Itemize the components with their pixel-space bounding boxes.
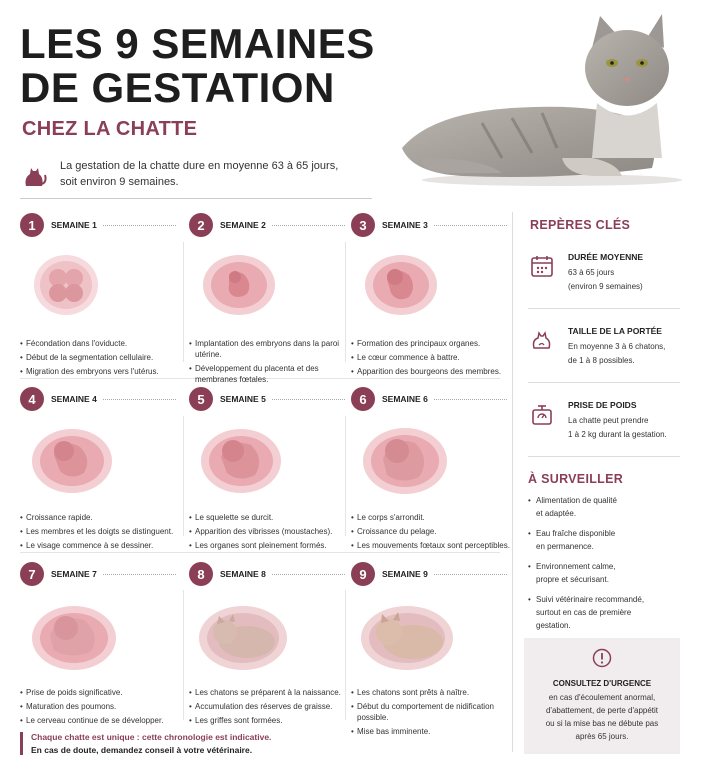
repere-text: 63 à 65 jours	[568, 268, 615, 277]
week-label: SEMAINE 7	[51, 569, 97, 579]
list-item: • Croissance rapide.	[20, 512, 180, 523]
list-item	[528, 527, 678, 553]
list-item-line: surtout en cas de première	[536, 608, 632, 617]
week-number-badge: 9	[351, 562, 375, 586]
list-item-line: gestation.	[536, 621, 571, 630]
list-item: • Les membres et les doigts se distinguent.	[20, 526, 180, 537]
week-label: SEMAINE 5	[220, 394, 266, 404]
footer-line-1: Chaque chatte est unique : cette chronologie est indicative.	[31, 732, 272, 742]
week-number-badge: 8	[189, 562, 213, 586]
list-item: • Les chatons sont prêts à naître.	[351, 687, 511, 698]
week-number-badge: 6	[351, 387, 375, 411]
week-number-badge: 5	[189, 387, 213, 411]
surveiller-title: À SURVEILLER	[528, 472, 624, 486]
list-item	[528, 494, 678, 520]
repere-text: La chatte peut prendre	[568, 416, 649, 425]
repere-text: 1 à 2 kg durant la gestation.	[568, 430, 667, 439]
divider	[183, 590, 184, 720]
list-item-line: • Suivi vétérinaire recommandé,	[536, 595, 645, 604]
list-item: • Le cerveau continue de se développer.	[20, 715, 180, 726]
dotted-line	[272, 399, 345, 400]
week-label: SEMAINE 6	[382, 394, 428, 404]
list-item: • Début de la segmentation cellulaire.	[20, 352, 180, 363]
week-number-badge: 4	[20, 387, 44, 411]
week-card	[351, 213, 511, 380]
list-item: • Le corps s'arrondit.	[351, 512, 511, 523]
list-item	[528, 593, 678, 632]
urgence-text: après 65 jours.	[575, 732, 629, 741]
kittens-icon	[530, 328, 554, 352]
embryo-illustration-icon	[20, 245, 140, 325]
page-title	[20, 22, 375, 110]
dotted-line	[103, 399, 176, 400]
alert-icon	[592, 648, 612, 668]
title-line-1: LES 9 SEMAINES	[20, 20, 375, 67]
dotted-line	[434, 399, 507, 400]
list-item-line: en permanence.	[536, 542, 594, 551]
week-number-badge: 7	[20, 562, 44, 586]
repere-title: DURÉE MOYENNE	[568, 252, 644, 262]
repere-item	[530, 326, 680, 368]
repere-text: de 1 à 8 possibles.	[568, 356, 635, 365]
intro-line-1: La gestation de la chatte dure en moyenne 63 à 65 jours,	[60, 160, 339, 172]
kitten-fetus-illustration-icon	[189, 594, 309, 674]
kitten-fetus-illustration-icon	[351, 594, 471, 674]
list-item: • Début du comportement de nidification possible.	[351, 701, 511, 723]
list-item: • Implantation des embryons dans la paroi utérine.	[189, 338, 349, 360]
week-card	[189, 562, 349, 729]
list-item-line: • Eau fraîche disponible	[536, 529, 616, 538]
footer-line-2: En cas de doute, demandez conseil à votre vétérinaire.	[31, 745, 253, 755]
week-label: SEMAINE 3	[382, 220, 428, 230]
week-label: SEMAINE 9	[382, 569, 428, 579]
list-item: • Le cœur commence à battre.	[351, 352, 511, 363]
dotted-line	[434, 574, 507, 575]
list-item: • Les chatons se préparent à la naissance.	[189, 687, 349, 698]
sidebar-divider	[512, 212, 513, 752]
embryo-illustration-icon	[20, 594, 140, 674]
urgence-text: d'abattement, de perte d'appétit	[545, 706, 659, 715]
list-item: • Croissance du pelage.	[351, 526, 511, 537]
week-label: SEMAINE 8	[220, 569, 266, 579]
week-label: SEMAINE 4	[51, 394, 97, 404]
list-item-line: propre et sécurisant.	[536, 575, 609, 584]
dotted-line	[103, 574, 176, 575]
list-item: • Migration des embryons vers l'utérus.	[20, 366, 180, 377]
intro-line-2: soit environ 9 semaines.	[60, 176, 179, 188]
urgence-text: ou si la mise bas ne débute pas	[545, 719, 659, 728]
week-number-badge: 2	[189, 213, 213, 237]
list-item-line: • Alimentation de qualité	[536, 496, 617, 505]
list-item: • Formation des principaux organes.	[351, 338, 511, 349]
footer-note	[20, 732, 271, 755]
list-item: • Les mouvements fœtaux sont perceptibles.	[351, 540, 511, 551]
week-number-badge: 1	[20, 213, 44, 237]
title-line-2: DE GESTATION	[20, 64, 335, 111]
list-item: • Accumulation des réserves de graisse.	[189, 701, 349, 712]
week-number-badge: 3	[351, 213, 375, 237]
list-item: • Maturation des poumons.	[20, 701, 180, 712]
list-item: • Apparition des bourgeons des membres.	[351, 366, 511, 377]
list-item-line: et adaptée.	[536, 509, 577, 518]
embryo-illustration-icon	[189, 245, 309, 325]
list-item: • Fécondation dans l'oviducte.	[20, 338, 180, 349]
dotted-line	[434, 225, 507, 226]
repere-item	[530, 252, 680, 294]
reperes-title: REPÈRES CLÉS	[530, 218, 631, 232]
week-card	[351, 562, 511, 740]
list-item: • Les griffes sont formées.	[189, 715, 349, 726]
repere-text: (environ 9 semaines)	[568, 282, 643, 291]
embryo-illustration-icon	[351, 419, 471, 499]
urgence-box	[524, 638, 680, 754]
surveiller-section	[528, 472, 678, 639]
calendar-icon	[530, 254, 554, 278]
cat-silhouette-icon	[20, 160, 48, 188]
week-label: SEMAINE 2	[220, 220, 266, 230]
dotted-line	[103, 225, 176, 226]
embryo-illustration-icon	[189, 419, 309, 499]
list-item-line: • Environnement calme,	[536, 562, 616, 571]
intro-divider	[20, 198, 372, 199]
week-card	[20, 387, 180, 554]
list-item: • Le squelette se durcit.	[189, 512, 349, 523]
repere-text: En moyenne 3 à 6 chatons,	[568, 342, 666, 351]
dotted-line	[272, 225, 345, 226]
divider	[528, 456, 680, 457]
urgence-text: en cas d'écoulement anormal,	[548, 693, 656, 702]
week-card	[189, 387, 349, 554]
page-subtitle: CHEZ LA CHATTE	[22, 118, 198, 140]
repere-title: TAILLE DE LA PORTÉE	[568, 326, 662, 336]
repere-item	[530, 400, 680, 442]
divider	[183, 416, 184, 536]
week-card	[189, 213, 349, 388]
repere-title: PRISE DE POIDS	[568, 400, 637, 410]
embryo-illustration-icon	[351, 245, 471, 325]
list-item: • Mise bas imminente.	[351, 726, 511, 737]
list-item: • Le visage commence à se dessiner.	[20, 540, 180, 551]
divider	[528, 382, 680, 383]
embryo-illustration-icon	[20, 419, 140, 499]
week-label: SEMAINE 1	[51, 220, 97, 230]
urgence-title: CONSULTEZ D'URGENCE	[552, 679, 652, 688]
intro	[20, 158, 350, 190]
week-card	[20, 562, 180, 729]
list-item: • Prise de poids significative.	[20, 687, 180, 698]
dotted-line	[272, 574, 345, 575]
scale-icon	[530, 402, 554, 426]
list-item: • Apparition des vibrisses (moustaches).	[189, 526, 349, 537]
divider	[183, 242, 184, 362]
cat-photo	[362, 8, 682, 188]
week-card	[351, 387, 511, 554]
list-item: • Les organes sont pleinement formés.	[189, 540, 349, 551]
list-item: • Développement du placenta et des membranes fœtales.	[189, 363, 349, 385]
week-card	[20, 213, 180, 380]
list-item	[528, 560, 678, 586]
divider	[528, 308, 680, 309]
